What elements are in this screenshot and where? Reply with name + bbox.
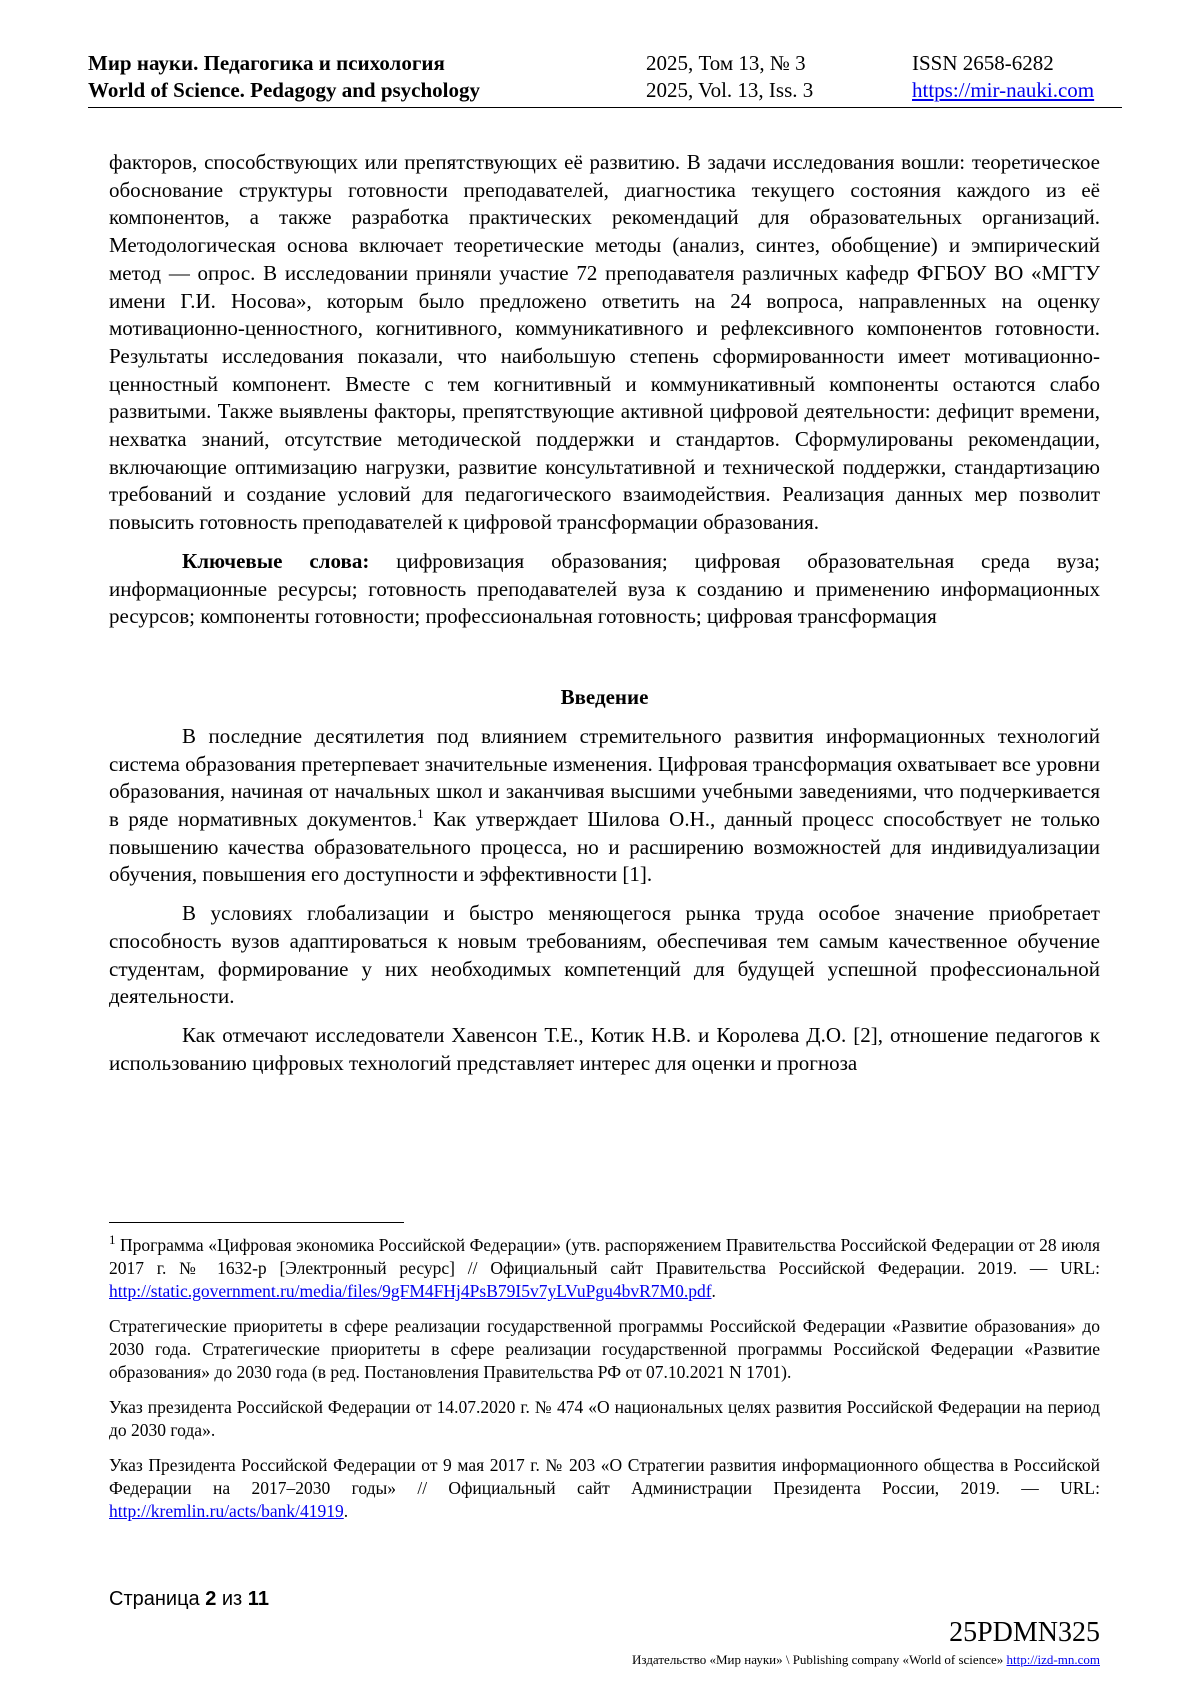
intro-paragraph-1 <box>109 723 1100 889</box>
footnote-1 <box>109 1234 1100 1303</box>
footnote-1-text: Программа «Цифровая экономика Российской Федерации» (утв. распоряжением Правительства Российской Федерации от 28 июля 2017 г. № 1632-р [Электронный ресурс] // Официальный сайт Правительства Российской Федерации. 2019. — URL: <box>109 1235 1100 1278</box>
footnotes <box>109 1234 1100 1535</box>
footnote-4-text: Указ Президента Российской Федерации от 9 мая 2017 г. № 203 «О Стратегии развития информационного общества в Российской Федерации на 2017–2030 годы» // Официальный сайт Администрации Президента России, 2019. — URL: <box>109 1455 1100 1498</box>
article-body <box>109 149 1100 1077</box>
journal-title-ru: Мир науки. Педагогика и психология <box>88 51 445 75</box>
header-row-en <box>88 77 1122 104</box>
intro-paragraph-3: Как отмечают исследователи Хавенсон Т.Е., Котик Н.В. и Королева Д.О. [2], отношение педагогов к использованию цифровых технологий представляет интерес для оценки и прогноза <box>109 1022 1100 1075</box>
publisher-line <box>632 1652 1100 1668</box>
footnote-1-link[interactable]: http://static.government.ru/media/files/9gFM4FHj4PsB79I5v7yLVuPgu4bvR7M0.pdf <box>109 1281 712 1301</box>
page-header <box>88 50 1122 108</box>
footnote-1-number: 1 <box>109 1232 116 1248</box>
intro-paragraph-2: В условиях глобализации и быстро меняющегося рынка труда особое значение приобретает способность вузов адаптироваться к новым требованиям, обеспечивая тем самым качественное обучение студентам, формирование у них необходимых компетенций для будущей успешной профессиональной деятельности. <box>109 901 1100 1009</box>
header-row-ru <box>88 50 1122 77</box>
page-sep: из <box>216 1588 248 1610</box>
footnote-2: Стратегические приоритеты в сфере реализации государственной программы Российской Федерации «Развитие образования» до 2030 года. Стратегические приоритеты в сфере реализации государственной программы Российской Федерации «Развитие образования» до 2030 года (в ред. Постановления Правительства РФ от 07.10.2021 N 1701). <box>109 1316 1100 1382</box>
article-code: 25PDMN325 <box>949 1617 1100 1648</box>
keywords-label: Ключевые слова: <box>182 548 370 573</box>
issue-en: 2025, Vol. 13, Iss. 3 <box>646 78 814 102</box>
site-cell <box>912 77 1122 104</box>
keywords-text: цифровизация образования; цифровая образовательная среда вуза; информационные ресурсы; готовность преподавателей вуза к созданию и применению информационных ресурсов; компоненты готовности; профессиональная готовность; цифровая трансформация <box>109 548 1100 629</box>
footnote-ref-1[interactable]: 1 <box>417 806 424 822</box>
publisher-text: Издательство «Мир науки» \ Publishing company «World of science» <box>632 1652 1007 1667</box>
footnote-3: Указ президента Российской Федерации от 14.07.2020 г. № 474 «О национальных целях развития Российской Федерации на период до 2030 года». <box>109 1397 1100 1440</box>
footnote-4-link[interactable]: http://kremlin.ru/acts/bank/41919 <box>109 1501 344 1521</box>
section-title-intro: Введение <box>560 684 649 709</box>
publisher-link[interactable]: http://izd-mn.com <box>1006 1652 1100 1667</box>
abstract-text: факторов, способствующих или препятствующих её развитию. В задачи исследования вошли: теоретическое обоснование структуры готовности преподавателей, диагностика текущего состояния каждого из её компонентов, а также разработка практических рекомендаций для образовательных организаций. Методологическая основа включает теоретические методы (анализ, синтез, обобщение) и эмпирический метод — опрос. В исследовании приняли участие 72 преподавателя различных кафедр ФГБОУ ВО «МГТУ имени Г.И. Носова», которым было предложено ответить на 24 вопроса, направленных на оценку мотивационно-ценностного, когнитивного, коммуникативного и рефлексивного компонентов готовности. Результаты исследования показали, что наибольшую степень сформированности имеет мотивационно-ценностный компонент. Вместе с тем когнитивный и коммуникативный компоненты остаются слабо развитыми. Также выявлены факторы, препятствующие активной цифровой деятельности: дефицит времени, нехватка знаний, отсутствие методической поддержки и стандартов. Сформулированы рекомендации, включающие оптимизацию нагрузки, развитие консультативной и технической поддержки, стандартизацию требований и создание условий для педагогического взаимодействия. Реализация данных мер позволит повысить готовность преподавателей к цифровой трансформации образования. <box>109 150 1100 535</box>
page-total: 11 <box>247 1588 269 1610</box>
issn: ISSN 2658-6282 <box>912 51 1054 75</box>
footnote-4 <box>109 1454 1100 1523</box>
issue-ru: 2025, Том 13, № 3 <box>646 51 806 75</box>
page-current: 2 <box>205 1588 217 1610</box>
footnote-divider <box>109 1222 404 1223</box>
keywords-paragraph <box>109 548 1100 631</box>
footnote-1-end: . <box>711 1281 716 1301</box>
page-prefix: Страница <box>109 1588 206 1610</box>
intro-p1-b: Как утверждает Шилова О.Н., данный процесс способствует не только повышению качества образовательного процесса, но и расширению возможностей для индивидуализации обучения, повышения его доступности и эффективности [1]. <box>109 807 1100 887</box>
site-link[interactable]: https://mir-nauki.com <box>912 78 1095 102</box>
intro-p1-a: В последние десятилетия под влиянием стремительного развития информационных технологий система образования претерпевает значительные изменения. Цифровая трансформация охватывает все уровни образования, начиная от начальных школ и заканчивая высшими учебными заведениями, что подчеркивается в ряде нормативных документов. <box>109 723 1100 832</box>
page-number <box>109 1588 269 1611</box>
journal-title-en: World of Science. Pedagogy and psychology <box>88 78 481 102</box>
footnote-4-end: . <box>343 1501 349 1521</box>
